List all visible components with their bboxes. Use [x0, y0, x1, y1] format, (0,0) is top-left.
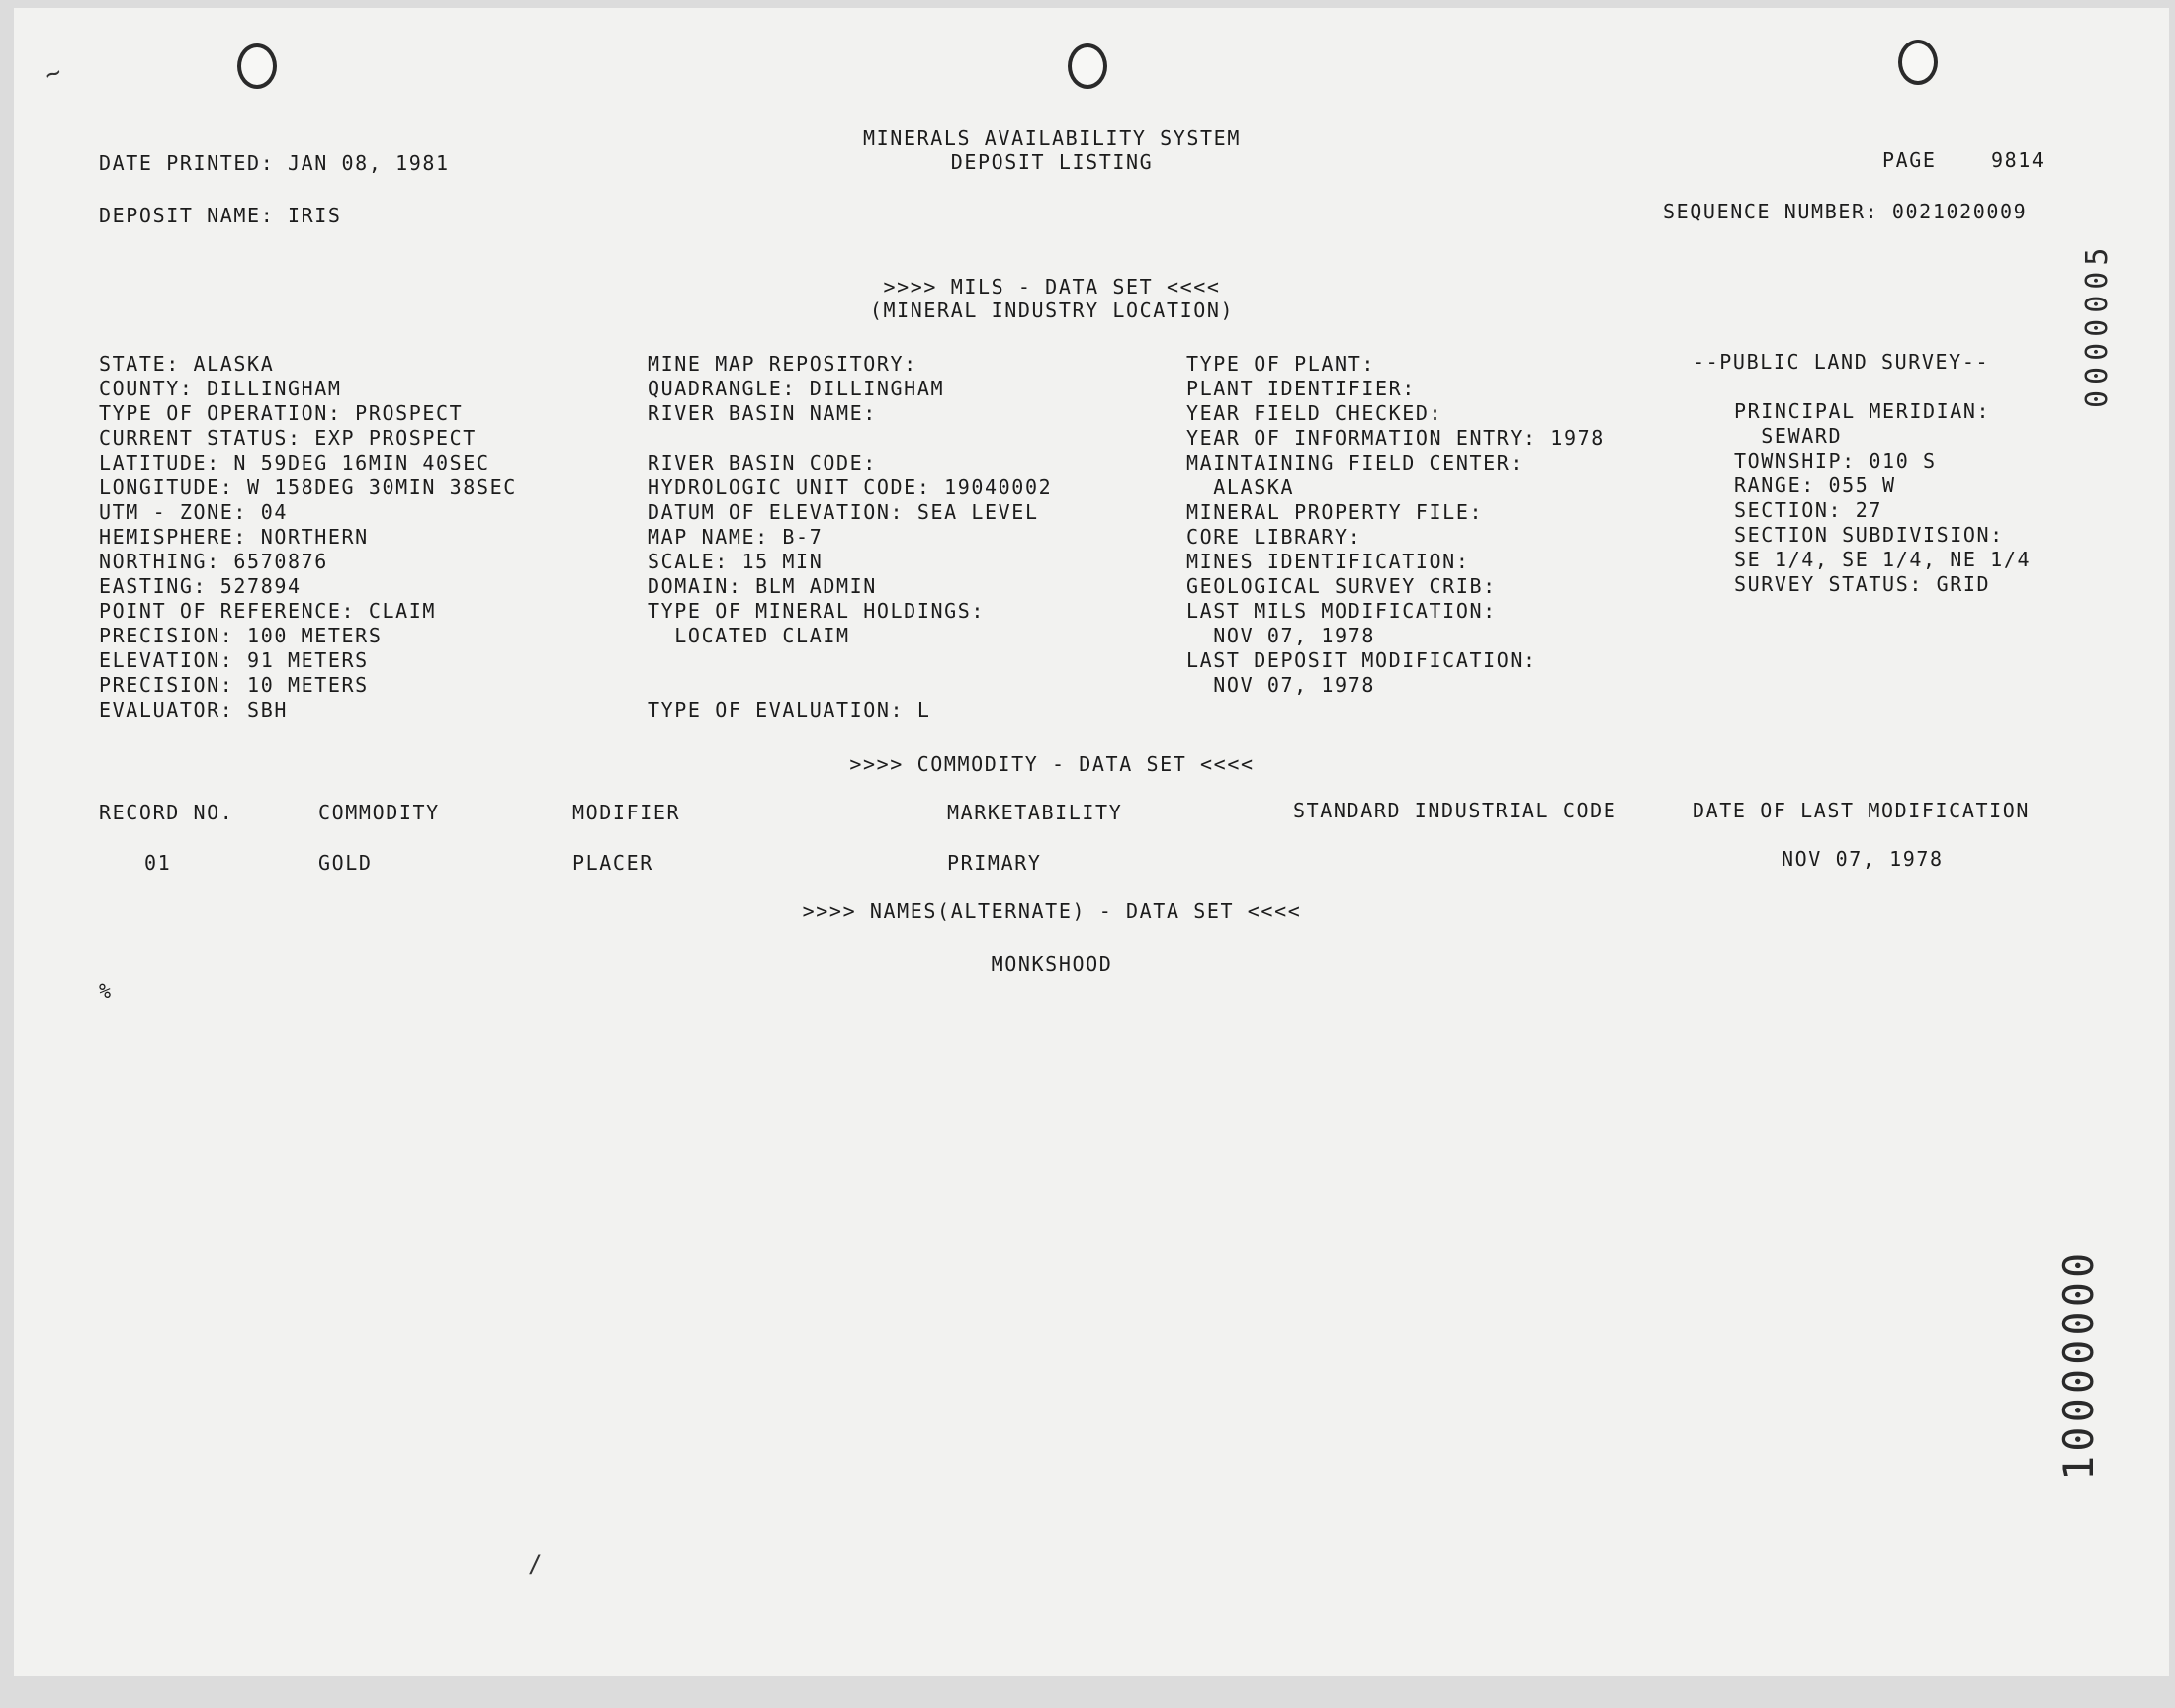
field-line: LAST MILS MODIFICATION:: [1186, 599, 1497, 623]
field-line: LONGITUDE: W 158DEG 30MIN 38SEC: [99, 475, 517, 499]
punch-hole-center: [1068, 43, 1107, 89]
field-line: YEAR OF INFORMATION ENTRY: 1978: [1186, 426, 1605, 450]
commodity-section-title: >>>> COMMODITY - DATA SET <<<<: [849, 752, 1255, 776]
names-section-title: >>>> NAMES(ALTERNATE) - DATA SET <<<<: [802, 899, 1302, 923]
field-line: PRECISION: 10 METERS: [99, 673, 369, 697]
modifier-cell: PLACER: [572, 851, 653, 875]
field-line: EVALUATOR: SBH: [99, 698, 288, 722]
public-land-survey-header: --PUBLIC LAND SURVEY--: [1693, 350, 1990, 374]
field-line: COUNTY: DILLINGHAM: [99, 377, 342, 400]
mils-section-title: >>>> MILS - DATA SET <<<<: [883, 275, 1221, 299]
field-line: MAINTAINING FIELD CENTER:: [1186, 451, 1524, 474]
field-line: PRECISION: 100 METERS: [99, 624, 383, 647]
margin-stamp-bottom: 10000000: [2054, 1248, 2103, 1481]
margin-stamp-top: 0000005: [2080, 241, 2115, 408]
column-header-commodity: COMMODITY: [318, 801, 440, 824]
column-header-marketability: MARKETABILITY: [947, 801, 1123, 824]
map-column: [648, 352, 1052, 723]
location-column: [99, 352, 517, 723]
field-line: SEWARD: [1734, 424, 1843, 448]
last-modification-cell: NOV 07, 1978: [1782, 847, 1944, 871]
field-line: LOCATED CLAIM: [648, 624, 850, 647]
field-line: HEMISPHERE: NORTHERN: [99, 525, 369, 549]
field-line: ELEVATION: 91 METERS: [99, 648, 369, 672]
sequence-number: SEQUENCE NUMBER: 0021020009: [1663, 200, 2028, 223]
land-survey-column: [1734, 399, 2031, 597]
column-header-record-no: RECORD NO.: [99, 801, 234, 824]
field-line: EASTING: 527894: [99, 574, 302, 598]
record-no-cell: 01: [144, 851, 172, 875]
field-line: SURVEY STATUS: GRID: [1734, 572, 1991, 596]
field-line: HYDROLOGIC UNIT CODE: 19040002: [648, 475, 1053, 499]
field-line: LAST DEPOSIT MODIFICATION:: [1186, 648, 1537, 672]
field-line: TYPE OF OPERATION: PROSPECT: [99, 401, 464, 425]
alternate-name: MONKSHOOD: [991, 952, 1113, 976]
plant-column: [1186, 352, 1605, 698]
field-line: TYPE OF EVALUATION: L: [648, 698, 931, 722]
field-line: PLANT IDENTIFIER:: [1186, 377, 1416, 400]
pencil-tick: /: [528, 1550, 543, 1578]
field-line: SECTION: 27: [1734, 498, 1883, 522]
punch-hole-left: [237, 43, 277, 89]
punch-hole-right: [1898, 40, 1938, 85]
field-line: [648, 426, 1052, 451]
column-header-last-modification: DATE OF LAST MODIFICATION: [1693, 799, 2031, 822]
deposit-name: DEPOSIT NAME: IRIS: [99, 204, 342, 227]
field-line: LATITUDE: N 59DEG 16MIN 40SEC: [99, 451, 490, 474]
column-header-sic: STANDARD INDUSTRIAL CODE: [1293, 799, 1617, 822]
field-line: SE 1/4, SE 1/4, NE 1/4: [1734, 548, 2032, 571]
end-of-record-mark: %: [99, 980, 113, 1003]
page-number: 9814: [1991, 148, 2045, 172]
field-line: MINERAL PROPERTY FILE:: [1186, 500, 1484, 524]
commodity-cell: GOLD: [318, 851, 373, 875]
field-line: RANGE: 055 W: [1734, 473, 1896, 497]
field-line: MINE MAP REPOSITORY:: [648, 352, 917, 376]
document-page: [14, 8, 2169, 1676]
field-line: TYPE OF MINERAL HOLDINGS:: [648, 599, 986, 623]
field-line: CURRENT STATUS: EXP PROSPECT: [99, 426, 477, 450]
field-line: DOMAIN: BLM ADMIN: [648, 574, 877, 598]
sic-cell: [1293, 851, 1307, 876]
field-line: TOWNSHIP: 010 S: [1734, 449, 1937, 472]
field-line: NOV 07, 1978: [1186, 673, 1375, 697]
field-line: SECTION SUBDIVISION:: [1734, 523, 2004, 547]
marketability-cell: PRIMARY: [947, 851, 1042, 875]
field-line: DATUM OF ELEVATION: SEA LEVEL: [648, 500, 1039, 524]
field-line: [648, 648, 1052, 673]
field-line: POINT OF REFERENCE: CLAIM: [99, 599, 437, 623]
field-line: QUADRANGLE: DILLINGHAM: [648, 377, 945, 400]
field-line: PRINCIPAL MERIDIAN:: [1734, 399, 1991, 423]
field-line: YEAR FIELD CHECKED:: [1186, 401, 1443, 425]
system-title: MINERALS AVAILABILITY SYSTEM: [863, 127, 1241, 150]
field-line: TYPE OF PLANT:: [1186, 352, 1375, 376]
field-line: CORE LIBRARY:: [1186, 525, 1362, 549]
field-line: UTM - ZONE: 04: [99, 500, 288, 524]
field-line: NOV 07, 1978: [1186, 624, 1375, 647]
field-line: NORTHING: 6570876: [99, 550, 328, 573]
column-header-modifier: MODIFIER: [572, 801, 681, 824]
date-printed: DATE PRINTED: JAN 08, 1981: [99, 151, 450, 175]
listing-title: DEPOSIT LISTING: [950, 150, 1154, 174]
field-line: ALASKA: [1186, 475, 1295, 499]
field-line: MINES IDENTIFICATION:: [1186, 550, 1470, 573]
field-line: SCALE: 15 MIN: [648, 550, 824, 573]
field-line: RIVER BASIN CODE:: [648, 451, 877, 474]
field-line: RIVER BASIN NAME:: [648, 401, 877, 425]
field-line: STATE: ALASKA: [99, 352, 275, 376]
pencil-scribble: ~: [41, 57, 66, 91]
page-label: PAGE: [1882, 148, 1937, 172]
mils-section-subtitle: (MINERAL INDUSTRY LOCATION): [869, 299, 1235, 322]
field-line: GEOLOGICAL SURVEY CRIB:: [1186, 574, 1497, 598]
field-line: [648, 673, 1052, 698]
field-line: MAP NAME: B-7: [648, 525, 824, 549]
